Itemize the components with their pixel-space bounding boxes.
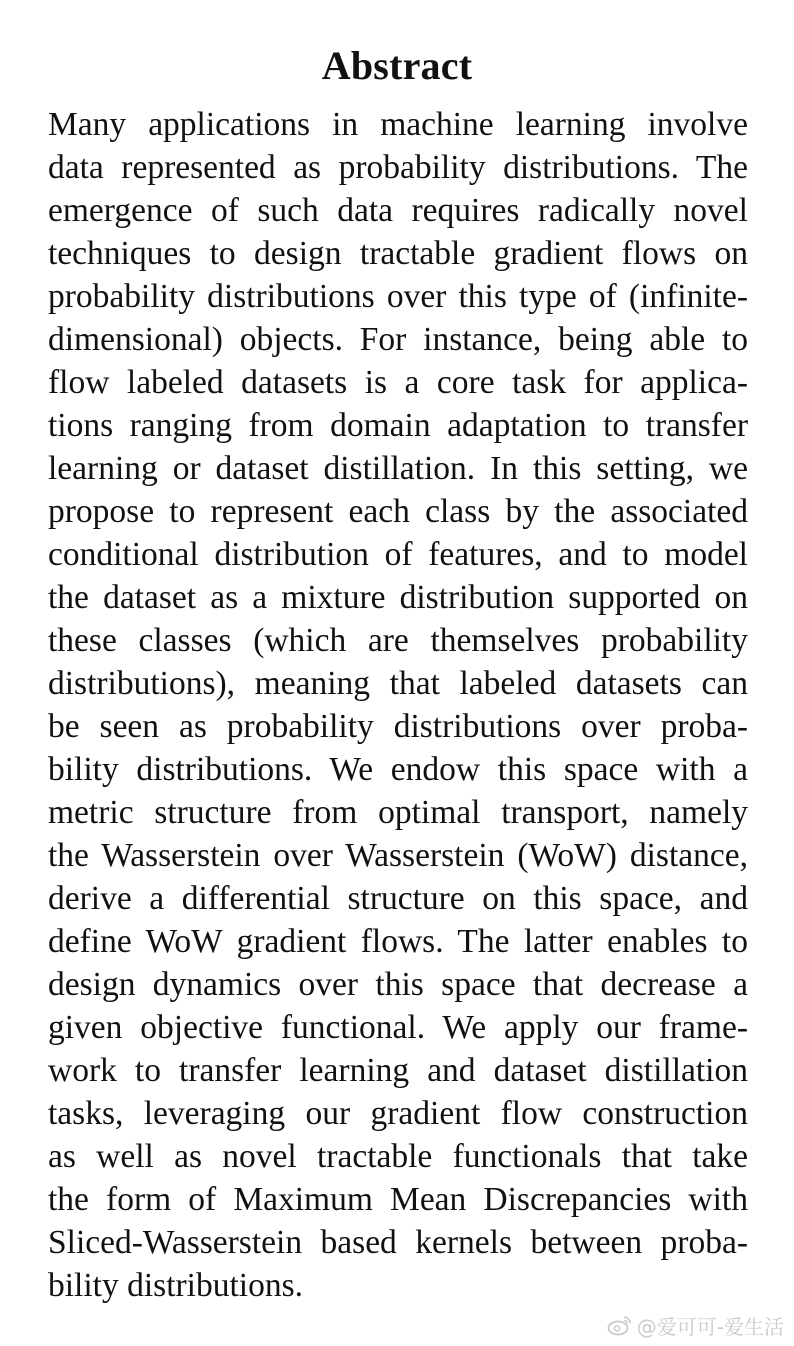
abstract-line: Sliced-Wasserstein based kernels between proba-	[48, 1224, 748, 1261]
abstract-line: data represented as probability distributions. The	[48, 149, 748, 186]
abstract-line: work to transfer learning and dataset distillation	[48, 1052, 748, 1089]
abstract-line: dimensional) objects. For instance, being able to	[48, 321, 748, 358]
abstract-line: the dataset as a mixture distribution supported on	[48, 579, 748, 616]
abstract-line: tasks, leveraging our gradient flow construction	[48, 1095, 748, 1132]
abstract-line: distributions), meaning that labeled datasets can	[48, 665, 748, 702]
weibo-logo-icon	[607, 1314, 633, 1336]
watermark-text: @爱可可-爱生活	[636, 1314, 784, 1339]
abstract-line: the Wasserstein over Wasserstein (WoW) distance,	[48, 837, 748, 874]
abstract-line: the form of Maximum Mean Discrepancies with	[48, 1181, 748, 1218]
watermark	[607, 1311, 784, 1339]
abstract-line: Many applications in machine learning involve	[48, 106, 748, 143]
abstract-line: as well as novel tractable functionals that take	[48, 1138, 748, 1175]
abstract-line: bility distributions.	[48, 1267, 303, 1304]
abstract-line: tions ranging from domain adaptation to transfer	[48, 407, 748, 444]
abstract-line: techniques to design tractable gradient flows on	[48, 235, 748, 272]
abstract-line: metric structure from optimal transport, namely	[48, 794, 748, 831]
abstract-heading: Abstract	[321, 43, 473, 88]
abstract-line: propose to represent each class by the associated	[48, 493, 748, 530]
abstract-line: given objective functional. We apply our frame-	[48, 1009, 748, 1046]
abstract-line: design dynamics over this space that decrease a	[48, 966, 748, 1003]
abstract-line: derive a differential structure on this space, and	[48, 880, 748, 917]
abstract-line: these classes (which are themselves probability	[48, 622, 748, 659]
abstract-line: probability distributions over this type of (infinite-	[48, 278, 748, 315]
abstract-line: emergence of such data requires radically novel	[48, 192, 748, 229]
abstract-line: learning or dataset distillation. In this setting, we	[48, 450, 748, 487]
abstract-body	[48, 103, 748, 1307]
abstract-line: conditional distribution of features, and to model	[48, 536, 748, 573]
abstract-line: bility distributions. We endow this space with a	[48, 751, 748, 788]
abstract-line: define WoW gradient flows. The latter enables to	[48, 923, 748, 960]
abstract-line: be seen as probability distributions over proba-	[48, 708, 748, 745]
abstract-line: flow labeled datasets is a core task for applica-	[48, 364, 748, 401]
